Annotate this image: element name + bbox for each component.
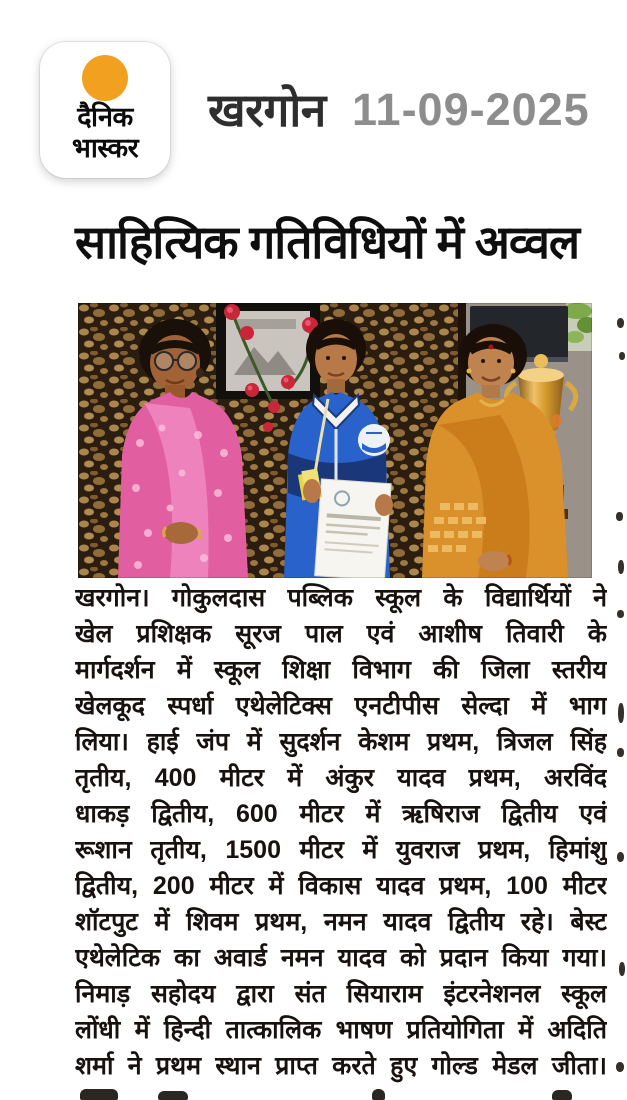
article-line: खेल प्रशिक्षक सूरज पाल एवं आशीष तिवारी के <box>75 620 607 648</box>
article-line: खेलकूद स्पर्धा एथेलेटिक्स एनटीपीस सेल्दा में भाग <box>75 692 607 720</box>
article-photo-illustration <box>78 303 592 578</box>
dainik-bhaskar-logo <box>40 42 170 178</box>
article-headline: साहित्यिक गतिविधियों में अव्वल <box>75 216 580 268</box>
article-body <box>75 580 607 1100</box>
logo-line-1: दैनिक <box>77 102 133 132</box>
article-line: रूशान तृतीय, 1500 मीटर में युवराज प्रथम, हिमांशु <box>75 836 607 864</box>
article-line: द्वितीय, 200 मीटर में विकास यादव प्रथम, 100 मीटर <box>75 872 607 900</box>
article-line: लोंधी में हिन्दी तात्कालिक भाषण प्रतियोगिता में अदिति <box>75 1016 607 1044</box>
article-line: निमाड़ सहोदय द्वारा संत सियाराम इंटरनेशनल स्कूल <box>75 980 607 1008</box>
article-line: तृतीय, 400 मीटर में अंकुर यादव प्रथम, अरविंद <box>75 764 607 792</box>
article-photo <box>78 303 592 578</box>
article-line: मार्गदर्शन में स्कूल शिक्षा विभाग की जिला स्तरीय <box>75 656 607 684</box>
certificate <box>315 479 392 578</box>
article-line: शर्मा ने प्रथम स्थान प्राप्त करते हुए गोल्ड मेडल जीता। <box>75 1052 607 1080</box>
article-line: लिया। हाई जंप में सुदर्शन केशम प्रथम, त्रिजल सिंह <box>75 728 607 756</box>
edition-label: खरगोन <box>208 84 326 136</box>
article-line: खरगोन। गोकुलदास पब्लिक स्कूल के विद्यार्थियों ने <box>75 584 607 612</box>
article-line: धाकड़ द्वितीय, 600 मीटर में ऋषिराज द्वितीय एवं <box>75 800 607 828</box>
article-line: शॉटपुट में शिवम प्रथम, नमन यादव द्वितीय रहे। बेस्ट <box>75 908 607 936</box>
logo-line-2: भास्कर <box>71 133 139 163</box>
article-line: एथेलेटिक का अवार्ड नमन यादव को प्रदान किया गया। <box>75 944 607 972</box>
sun-icon <box>82 55 128 101</box>
publish-date: 11-09-2025 <box>352 84 590 135</box>
logo-wordmark <box>72 102 138 164</box>
